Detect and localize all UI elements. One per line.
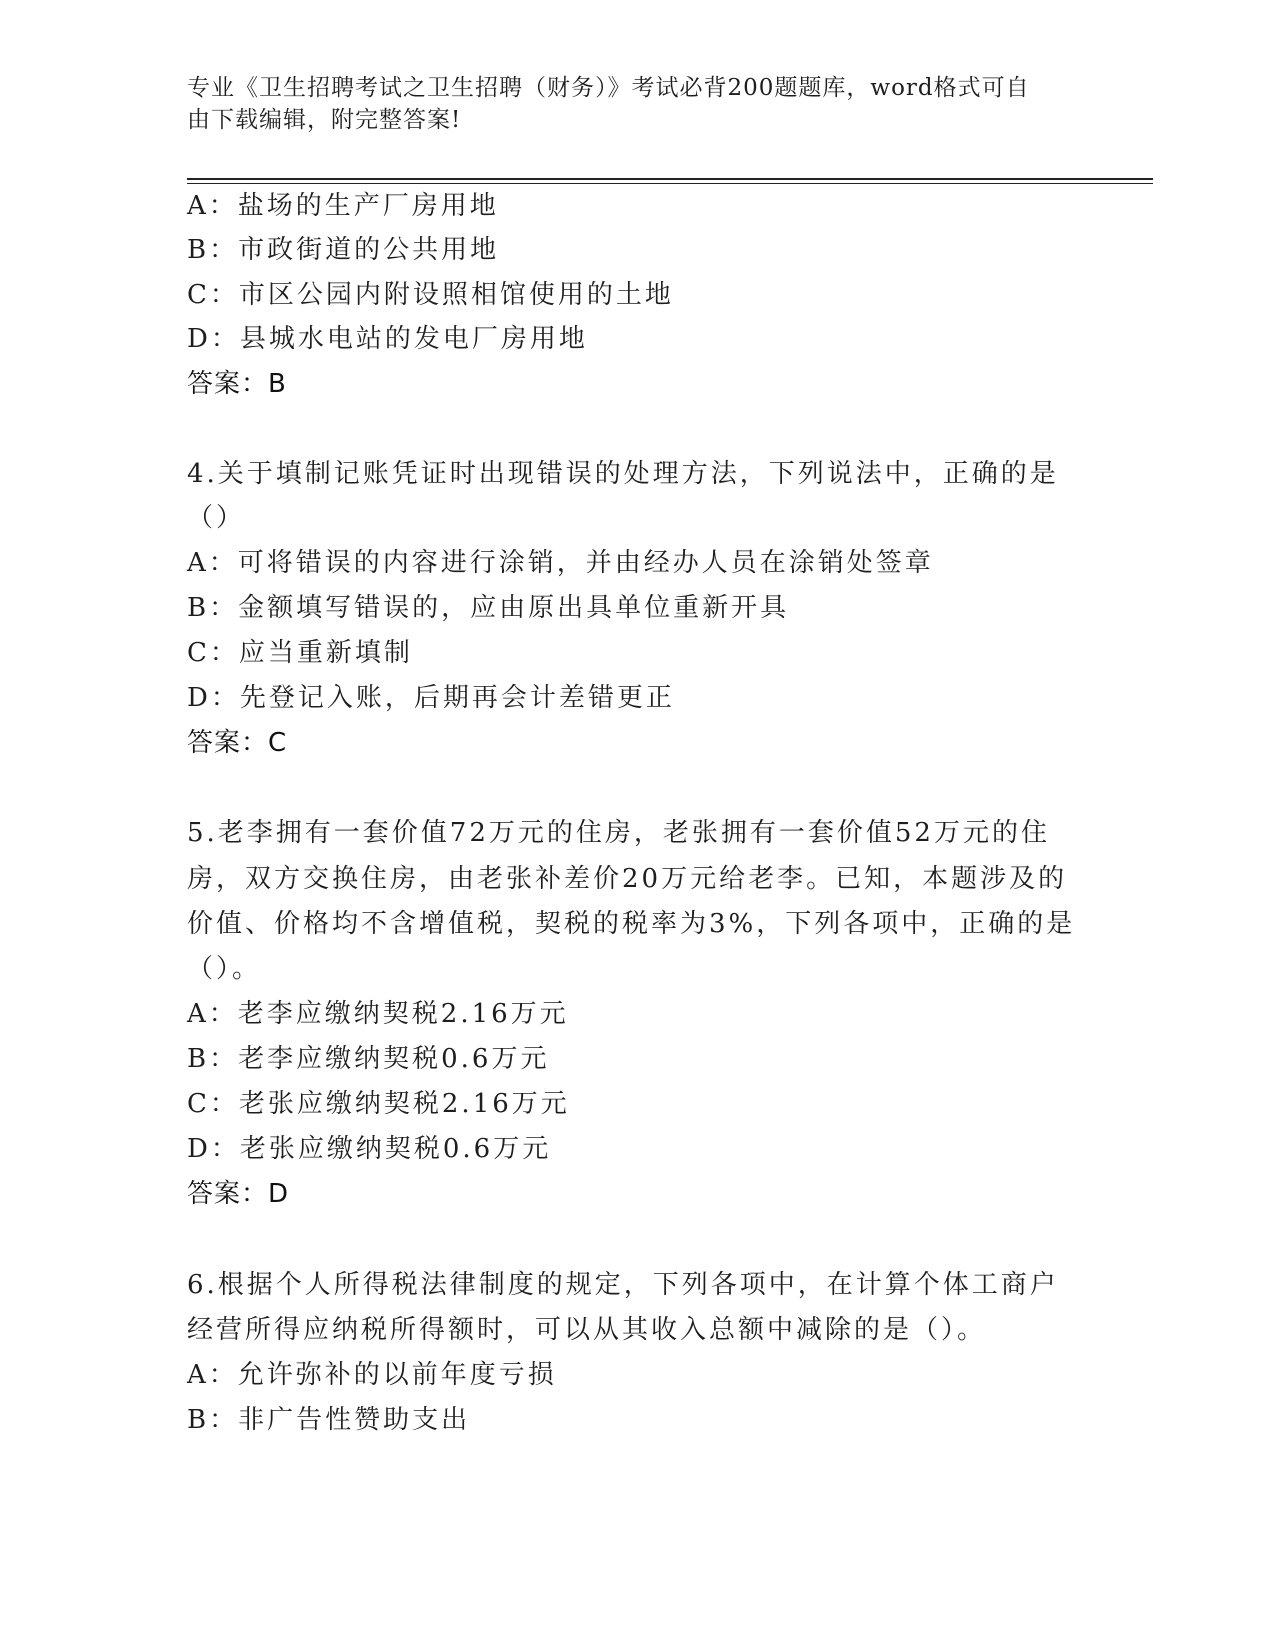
q5-option-b: B：老李应缴纳契税0.6万元 <box>187 1044 550 1074</box>
q5-option-c: C：老张应缴纳契税2.16万元 <box>187 1089 570 1119</box>
header-line-2: 由下载编辑，附完整答案! <box>187 107 462 133</box>
header-divider-thick <box>187 178 1153 180</box>
q3-option-c: C：市区公园内附设照相馆使用的土地 <box>187 280 674 310</box>
q5-answer: 答案：D <box>187 1179 290 1209</box>
q5-stem-line-1: 5.老李拥有一套价值72万元的住房，老张拥有一套价值52万元的住 <box>187 818 1050 848</box>
q6-stem-line-2: 经营所得应纳税所得额时，可以从其收入总额中减除的是（）。 <box>187 1315 987 1345</box>
header-divider-thin <box>187 183 1153 184</box>
q3-answer: 答案：B <box>187 369 287 399</box>
q4-option-d: D：先登记入账，后期再会计差错更正 <box>187 683 675 713</box>
q4-stem-line-1: 4.关于填制记账凭证时出现错误的处理方法，下列说法中，正确的是 <box>187 459 1059 489</box>
q4-answer: 答案：C <box>187 728 288 758</box>
q4-stem-line-2: （） <box>187 503 246 533</box>
q5-stem-line-4: （）。 <box>187 954 262 984</box>
q3-option-a: A：盐场的生产厂房用地 <box>187 191 499 221</box>
q4-option-c: C：应当重新填制 <box>187 638 413 668</box>
q6-stem-line-1: 6.根据个人所得税法律制度的规定，下列各项中，在计算个体工商户 <box>187 1270 1059 1300</box>
q5-stem-line-2: 房，双方交换住房，由老张补差价20万元给老李。已知，本题涉及的 <box>187 864 1068 894</box>
q4-option-a: A：可将错误的内容进行涂销，并由经办人员在涂销处签章 <box>187 548 934 578</box>
q6-option-a: A：允许弥补的以前年度亏损 <box>187 1360 557 1390</box>
q5-option-d: D：老张应缴纳契税0.6万元 <box>187 1134 552 1164</box>
q6-option-b: B：非广告性赞助支出 <box>187 1405 471 1435</box>
q3-option-b: B：市政街道的公共用地 <box>187 235 500 265</box>
header-line-1: 专业《卫生招聘考试之卫生招聘（财务）》考试必背200题题库，word格式可自 <box>187 75 1030 101</box>
document-header <box>187 72 1087 136</box>
q5-option-a: A：老李应缴纳契税2.16万元 <box>187 999 569 1029</box>
q3-option-d: D：县城水电站的发电厂房用地 <box>187 324 588 354</box>
q5-stem-line-3: 价值、价格均不含增值税，契税的税率为3%，下列各项中，正确的是 <box>187 909 1076 939</box>
q4-option-b: B：金额填写错误的，应由原出具单位重新开具 <box>187 593 790 623</box>
